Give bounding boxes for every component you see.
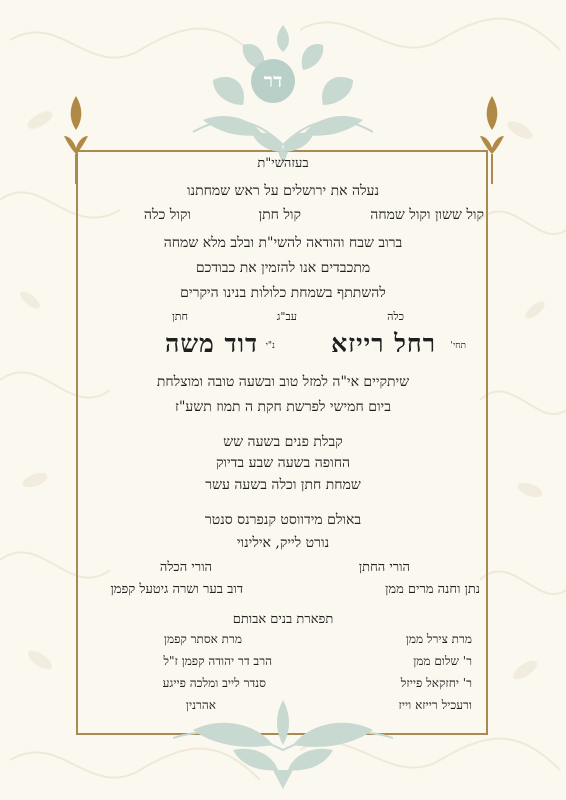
verse-line-2-right: קול ששון וקול שמחה xyxy=(370,207,484,223)
verse-line-2-center: קול חתן xyxy=(258,207,301,223)
grandparent-left-4: אהרנין xyxy=(185,698,216,712)
grandparent-left-1: מרת אסתר קפמן xyxy=(163,632,242,646)
groom-suffix: נ"י xyxy=(265,341,275,351)
grandparent-left-2: הרב דר יהודה קפמן ז"ל xyxy=(163,654,272,668)
thanks-line: ברוב שבח והודאה להשי"ת ובלב מלא שמחה xyxy=(163,235,403,251)
bride-parents-title: הורי הכלה xyxy=(159,560,212,575)
grandparent-right-4: ורעכיל רייזא וייז xyxy=(398,698,472,712)
grandparent-right-3: ר' יחזקאל פייזל xyxy=(400,676,472,690)
bride-suffix: תחי' xyxy=(450,341,466,351)
invite-line-1: מתכבדים אנו להזמין את כבודכם xyxy=(195,260,371,276)
monogram-badge: דר xyxy=(251,59,295,103)
grandparent-left-3: סנדר לייב ומלכה פייגע xyxy=(162,676,266,690)
bride-name: רחל רייזא xyxy=(331,329,436,358)
date-line: ביום חמישי לפרשת חקת ה תמוז תשע"ז xyxy=(175,399,391,415)
groom-parents-names: נתן וחנה מרים ממן xyxy=(385,582,480,597)
invite-line-2: להשתתף בשמחת כלולות בנינו היקרים xyxy=(180,285,386,301)
groom-name: דוד משה xyxy=(164,329,258,358)
venue-city: נורט לייק, אילינוי xyxy=(236,535,330,551)
groom-parents-title: הורי החתן xyxy=(358,560,410,575)
bride-role-label: כלה xyxy=(387,310,404,323)
blessing-line: שיתקיים אי"ה למזל טוב ובשעה טובה ומוצלחת xyxy=(156,374,410,390)
grandparent-right-1: מרת צירל ממן xyxy=(405,632,472,646)
venue-name: באולם מידווסט קנפרנס סנטר xyxy=(204,512,362,528)
reception-time: קבלת פנים בשעה שש xyxy=(223,434,343,450)
header-text: בעזהשי"ת xyxy=(257,156,309,171)
with-label: עב"ג xyxy=(276,310,297,323)
grandparent-right-2: ר' שלום ממן xyxy=(413,654,472,668)
verse-line-2-left: וקול כלה xyxy=(143,207,191,223)
grandparents-title: תפארת בנים אבותם xyxy=(232,612,334,627)
chuppah-time: החופה בשעה שבע בדיוק xyxy=(215,455,351,471)
groom-role-label: חתן xyxy=(171,310,188,323)
celebration-time: שמחת חתן וכלה בשעה עשר xyxy=(205,477,361,493)
bride-parents-names: דוב בער ושרה גיטעל קפמן xyxy=(110,582,243,597)
verse-line-1: נעלה את ירושלים על ראש שמחתנו xyxy=(186,183,380,199)
